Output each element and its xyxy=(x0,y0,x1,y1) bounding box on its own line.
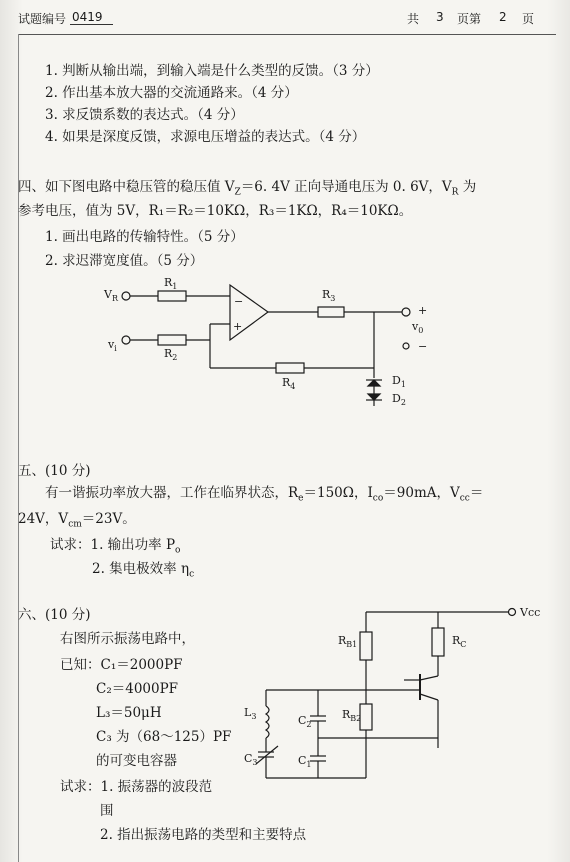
zener-d1 xyxy=(368,380,380,386)
p6-question-2: 2. 指出振荡电路的类型和主要特点 xyxy=(100,827,307,843)
label-minus-output: − xyxy=(418,340,428,353)
label-vcc: Vcc xyxy=(520,606,541,619)
total-prefix: 共 xyxy=(407,12,420,26)
page-suffix: 页 xyxy=(522,12,535,26)
label-d2: $D_2$ xyxy=(392,392,406,407)
label-d1: $D_1$ xyxy=(392,374,406,389)
label-vi: $v_i$ xyxy=(108,338,117,353)
p4-statement-line1: 四、如下图电路中稳压管的稳压值 $V_Z=6$. 4V 正向导通电压为 0. 6V，$V_R$ 为 xyxy=(18,179,477,198)
p5-question-1: 试求：1. 输出功率 $P_o$ xyxy=(50,537,181,556)
label-r2: $R_2$ xyxy=(164,347,178,362)
total-pages: 3 xyxy=(436,10,444,24)
p5-statement-line2: 24V，$V_{cm}=23V$。 xyxy=(18,511,136,530)
p6-question-1a: 试求：1. 振荡器的波段范 xyxy=(60,779,213,795)
p6-line-6: 的可变电容器 xyxy=(96,753,177,769)
zener-d2 xyxy=(368,394,380,400)
label-plus-input: + xyxy=(233,320,243,333)
label-r3: $R_3$ xyxy=(322,288,336,303)
p6-line-1: 右图所示振荡电路中， xyxy=(60,631,195,647)
p6-line-5: C₃ 为（68～125）PF xyxy=(96,729,232,745)
label-rb1: $R_{B1}$ xyxy=(338,634,358,649)
resistor-r3 xyxy=(318,307,344,317)
exam-code-value: 0419 xyxy=(70,10,113,25)
label-rb2: $R_{B2}$ xyxy=(342,708,362,723)
label-plus-output: + xyxy=(418,304,428,317)
label-c1: $C_1$ xyxy=(298,754,312,769)
resistor-r2 xyxy=(158,335,186,345)
resistor-r4 xyxy=(276,363,304,373)
inductor-l3 xyxy=(266,706,269,738)
label-vo: $v_0$ xyxy=(412,320,424,335)
label-c3: $C_3$ xyxy=(244,752,258,767)
p6-line-4: L₃＝50μH xyxy=(96,705,162,721)
p5-statement-line1: 有一谐振功率放大器，工作在临界状态，$R_e=150\Omega$，$I_{co}=90mA$，$V_{cc}=$ xyxy=(45,485,484,504)
resistor-rb1 xyxy=(360,632,372,660)
p3-question-3: 3. 求反馈系数的表达式。（4 分） xyxy=(45,107,244,123)
label-vr: $V_R$ xyxy=(104,288,118,303)
p3-question-1: 1. 判断从输出端，到输入端是什么类型的反馈。（3 分） xyxy=(45,63,379,79)
resistor-rc xyxy=(432,628,444,656)
p6-line-3: C₂＝4000PF xyxy=(96,681,179,697)
p6-question-1b: 围 xyxy=(100,803,114,819)
label-l3: $L_3$ xyxy=(244,706,257,721)
resistor-rb2 xyxy=(360,704,372,730)
p3-question-4: 4. 如果是深度反馈，求源电压增益的表达式。（4 分） xyxy=(45,129,366,145)
p3-question-2: 2. 作出基本放大器的交流通路来。（4 分） xyxy=(45,85,298,101)
p5-question-2: 2. 集电极效率 $\eta_c$ xyxy=(92,561,195,580)
p4-statement-line2: 参考电压，值为 5V，R₁＝R₂＝10KΩ，R₃＝1KΩ，R₄＝10KΩ。 xyxy=(18,203,413,219)
resistor-r1 xyxy=(158,291,186,301)
oscillator-circuit-diagram xyxy=(256,609,516,779)
p5-title: 五、(10 分) xyxy=(18,463,91,479)
exam-code-label: 试题编号 xyxy=(18,12,67,26)
current-page: 2 xyxy=(499,10,507,24)
label-c2: $C_2$ xyxy=(298,714,312,729)
p6-line-2: 已知：C₁＝2000PF xyxy=(60,657,183,673)
p4-question-1: 1. 画出电路的传输特性。（5 分） xyxy=(45,229,244,245)
label-r1: $R_1$ xyxy=(164,276,178,291)
label-r4: $R_4$ xyxy=(282,376,296,391)
p4-question-2: 2. 求迟滞宽度值。（5 分） xyxy=(45,253,204,269)
label-rc: $R_C$ xyxy=(452,634,467,649)
label-minus-input: − xyxy=(234,295,244,308)
page-mid-text: 页第 xyxy=(457,12,482,26)
p6-title: 六、(10 分) xyxy=(18,607,91,623)
